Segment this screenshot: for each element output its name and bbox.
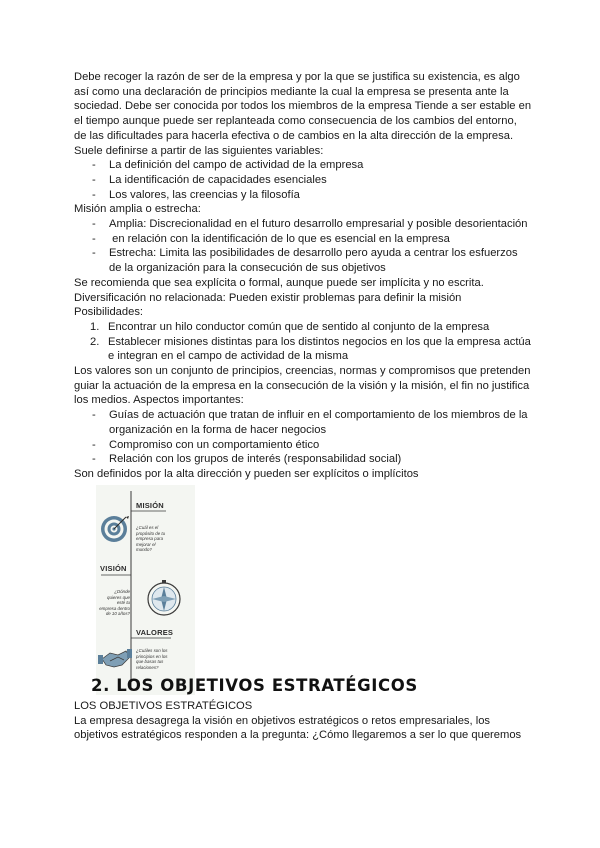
mision-vision-valores-figure xyxy=(96,485,195,695)
definidos-line: Son definidos por la alta dirección y pueden ser explícitos o implícitos xyxy=(74,467,419,480)
vision-question: ¿Dónde quieres que esté tu empresa dentro de 10 años? xyxy=(99,589,130,617)
vision-title: VISIÓN xyxy=(100,564,127,573)
dash-bullet: - xyxy=(92,453,96,466)
list-item: - Estrecha: Limita las posibilidades de desarrollo pero ayuda a centrar los esfuerzos de la organización para la consecución de sus objetivos xyxy=(92,247,518,275)
mision-intro-paragraph: Debe recoger la razón de ser de la empresa y por la que se justifica su existencia, es algo así como una declaración de principios mediante la cual la empresa se presenta ante la sociedad. Debe ser conocida por todos los miembros de la empresa Tiende a ser estable en el tiempo aunque puede ser replanteada como consecuencia de los cambios del entorno, de las dificultades para hacerla efectiva o de cambios en la alta dirección de la empresa. Suele definirse a partir de las siguientes variables: xyxy=(74,71,532,157)
mision-title: MISIÓN xyxy=(136,501,164,510)
dash-bullet: - xyxy=(92,232,96,245)
handshake-icon xyxy=(98,649,132,667)
list-item: - La definición del campo de actividad de la empresa xyxy=(92,159,364,172)
valores-question: ¿Cuáles son los principios en los que basas tus relaciones? xyxy=(136,648,168,670)
valores-title: VALORES xyxy=(136,628,174,637)
dash-bullet: - xyxy=(92,218,96,231)
list-item: 2. Establecer misiones distintas para los distintos negocios en los que la empresa actúa e integran en el campo de actividad de la misma xyxy=(90,335,531,363)
list-item: 1. Encontrar un hilo conductor común que de sentido al conjunto de la empresa xyxy=(90,320,490,333)
explicita-line: Se recomienda que sea explícita o formal, aunque puede ser implícita y no escrita. xyxy=(74,276,484,289)
valores-intro-paragraph: Los valores son un conjunto de principios, creencias, normas y compromisos que pretenden guiar la actuación de la empresa en la consecución de la visión y la misión, el fin no justifica los medios. Aspectos importantes: xyxy=(74,365,531,407)
list-item: - en relación con la identificación de lo que es esencial en la empresa xyxy=(92,232,450,245)
section-heading: 2. LOS OBJETIVOS ESTRATÉGICOS xyxy=(91,676,418,695)
list-item: - Los valores, las creencias y la filosofía xyxy=(92,188,300,201)
dash-bullet: - xyxy=(92,409,96,422)
dash-bullet: - xyxy=(92,188,96,201)
section-text-block xyxy=(74,699,532,743)
section-body: La empresa desagrega la visión en objetivos estratégicos o retos empresariales, los objetivos estratégicos responden a la pregunta: ¿Cómo llegaremos a ser lo que queremos xyxy=(74,714,522,742)
main-text-block xyxy=(74,70,532,482)
number-marker: 1. xyxy=(90,320,100,333)
dash-bullet: - xyxy=(92,247,96,260)
posibilidades-label: Posibilidades: xyxy=(74,306,144,319)
diversificacion-line: Diversificación no relacionada: Pueden existir problemas para definir la misión xyxy=(74,291,462,304)
list-item: - Amplia: Discrecionalidad en el futuro desarrollo empresarial y posible desorientación xyxy=(92,218,528,231)
dash-bullet: - xyxy=(92,173,96,186)
mision-amplia-label: Misión amplia o estrecha: xyxy=(74,203,201,216)
list-item: - Relación con los grupos de interés (responsabilidad social) xyxy=(92,453,402,466)
compass-icon xyxy=(148,580,180,615)
dash-bullet: - xyxy=(92,159,96,172)
mision-question: ¿Cuál es el propósito de tu empresa para mejorar el mundo? xyxy=(136,525,166,553)
list-item: - Guías de actuación que tratan de influir en el comportamiento de los miembros de la organización en la forma de hacer negocios xyxy=(92,409,528,436)
dash-bullet: - xyxy=(92,438,96,451)
number-marker: 2. xyxy=(90,335,100,348)
list-item: - Compromiso con un comportamiento ético xyxy=(92,438,320,451)
list-item: - La identificación de capacidades esenciales xyxy=(92,173,327,186)
target-icon xyxy=(101,516,129,542)
section-subtitle: LOS OBJETIVOS ESTRATÉGICOS xyxy=(74,700,253,712)
